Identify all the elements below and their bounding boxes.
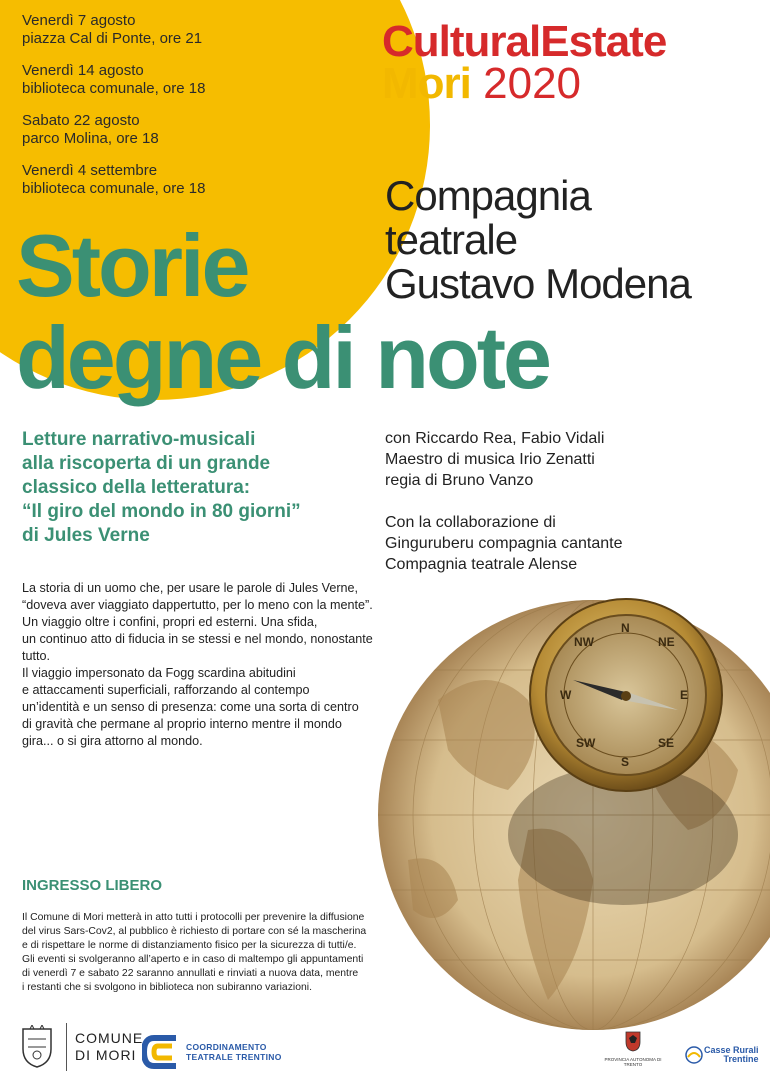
provincia-eagle-icon [624, 1030, 642, 1052]
culturalestate-logo [382, 17, 667, 108]
collab-line: Ginguruberu compagnia cantante [385, 535, 623, 552]
subtitle-line: di Jules Verne [22, 525, 150, 546]
provincia-logo [603, 1030, 663, 1067]
compass-mark: S [621, 755, 630, 769]
event-place: biblioteca comunale, ore 18 [22, 80, 206, 97]
casse-rurali-mark-icon [684, 1046, 704, 1064]
notice-line: del virus Sars-Cov2, al pubblico è richiesto di portare con sé la mascherina [22, 926, 367, 937]
event-date [22, 112, 322, 148]
description-line: un’identità e un senso di presenza: come una sorta di centro [22, 700, 359, 714]
compass-mark: SE [658, 736, 675, 750]
compass-mark: E [680, 688, 689, 702]
comune-text [75, 1030, 143, 1064]
compass-mark: NW [574, 635, 594, 649]
coord-line: COORDINAMENTO [186, 1042, 267, 1052]
event-day: Venerdì 7 agosto [22, 12, 136, 29]
provincia-text: PROVINCIA AUTONOMA DI TRENTO [604, 1057, 662, 1067]
notice-line: i restanti che si svolgono in biblioteca non subiranno variazioni. [22, 982, 312, 993]
comune-di-mori-logo [20, 1022, 143, 1072]
subtitle-line: alla riscoperta di un grande [22, 453, 271, 474]
description-line: di gravità che permane al proprio interno mentre il mondo [22, 717, 342, 731]
event-day: Venerdì 4 settembre [22, 162, 158, 179]
event-date [22, 162, 322, 198]
description-line: Un viaggio oltre i confini, propri ed esterni. Una sfida, [22, 615, 318, 629]
event-place: biblioteca comunale, ore 18 [22, 180, 206, 197]
description-line: Il viaggio impersonato da Fogg scardina abitudini [22, 666, 296, 680]
compass-map-illustration [378, 580, 770, 1040]
compass-pivot [621, 691, 631, 701]
company-line: teatrale [385, 216, 518, 263]
cast-line: Maestro di musica Irio Zenatti [385, 451, 595, 468]
cast-credits [385, 428, 604, 491]
free-entry-label: INGRESSO LIBERO [22, 877, 163, 894]
notice-line: di venerdì 7 e sabato 22 saranno annullati e rinviati a nuova data, mentre [22, 968, 359, 979]
event-dates [22, 12, 322, 212]
compass-mark: W [560, 688, 572, 702]
casse-rurali-logo [684, 1046, 759, 1064]
crest-icon [20, 1025, 54, 1069]
logo-name: CulturalEstate [382, 17, 667, 66]
subtitle [22, 428, 352, 548]
coordinamento-mark-icon [142, 1034, 182, 1070]
description-line: tutto. [22, 649, 51, 663]
subtitle-line: classico della letteratura: [22, 477, 251, 498]
logo-subline [382, 59, 666, 108]
description-line: La storia di un uomo che, per usare le parole di Jules Verne, [22, 581, 359, 595]
logo-divider [66, 1023, 67, 1071]
description-line: “doveva aver viaggiato dappertutto, per lo meno con la mente”. [22, 598, 373, 612]
event-date [22, 62, 322, 98]
collab-line: Compagnia teatrale Alense [385, 556, 578, 573]
casse-rurali-text [704, 1046, 759, 1064]
company-line: Gustavo Modena [385, 260, 691, 307]
compass-map-image [378, 580, 770, 1040]
event-day: Sabato 22 agosto [22, 112, 140, 129]
notice-line: e di rispettare le norme di distanziamento fisico per la sicurezza di tutti/e. [22, 940, 357, 951]
logo-year: 2020 [483, 59, 582, 108]
event-day: Venerdì 14 agosto [22, 62, 144, 79]
description-text [22, 580, 402, 750]
coordinamento-text [186, 1042, 282, 1062]
description-line: gira... o si gira attorno al mondo. [22, 734, 203, 748]
cast-line: regia di Bruno Vanzo [385, 472, 534, 489]
comune-line: COMUNE [75, 1030, 144, 1046]
coord-line: TEATRALE TRENTINO [186, 1052, 282, 1062]
collaboration-credits [385, 512, 623, 575]
title-line: degne di note [16, 308, 549, 407]
compass-mark: NE [658, 635, 675, 649]
title-line: Storie [16, 216, 248, 315]
notice-line: Il Comune di Mori metterà in atto tutti i protocolli per prevenire la diffusione [22, 912, 365, 923]
logo-town: Mori [382, 59, 471, 108]
comune-line: DI MORI [75, 1047, 137, 1063]
covid-notice [22, 911, 412, 995]
company-line: Compagnia [385, 172, 591, 219]
collab-line: Con la collaborazione di [385, 514, 556, 531]
coordinamento-logo [142, 1034, 282, 1070]
main-title [16, 216, 549, 407]
compass-mark: N [621, 621, 630, 635]
compass-mark: SW [576, 736, 596, 750]
subtitle-line: Letture narrativo-musicali [22, 429, 256, 450]
event-date [22, 12, 322, 48]
notice-line: Gli eventi si svolgeranno all’aperto e in caso di maltempo gli appuntamenti [22, 954, 364, 965]
cast-line: con Riccardo Rea, Fabio Vidali [385, 430, 605, 447]
event-place: parco Molina, ore 18 [22, 130, 159, 147]
casse-line: Casse Rurali [704, 1045, 759, 1055]
event-place: piazza Cal di Ponte, ore 21 [22, 30, 203, 47]
subtitle-line: “Il giro del mondo in 80 giorni” [22, 501, 301, 522]
description-line: e attaccamenti superficiali, rafforzando al contempo [22, 683, 310, 697]
casse-line: Trentine [723, 1054, 759, 1064]
description-line: un continuo atto di fiducia in se stessi e nel mondo, nonostante [22, 632, 373, 646]
